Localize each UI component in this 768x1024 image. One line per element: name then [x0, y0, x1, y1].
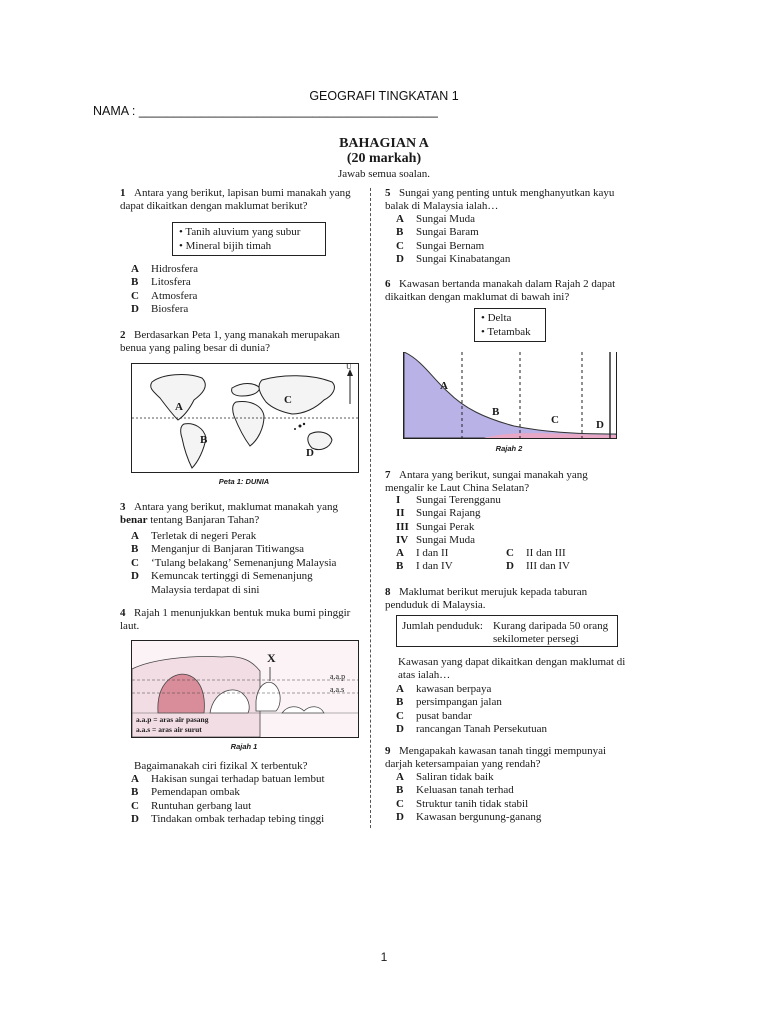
- question-5: [385, 187, 625, 213]
- question-4-stem: Bagaimanakah ciri fizikal X terbentuk?: [134, 760, 308, 772]
- options-q1: [131, 263, 198, 317]
- question-number: 3: [120, 501, 126, 513]
- option-d-continuation: Malaysia terdapat di sini: [151, 583, 260, 596]
- options-q5: [396, 213, 510, 267]
- question-text: Maklumat berikut merujuk kepada taburan penduduk di Malaysia.: [385, 586, 588, 611]
- options-q7-right: [506, 547, 570, 574]
- question-text: Antara yang berikut, sungai manakah yang mengalir ke Laut China Selatan?: [385, 469, 588, 494]
- option-b[interactable]: B I dan IV: [396, 560, 453, 573]
- question-2: [120, 329, 365, 355]
- map-label-b: B: [200, 434, 208, 446]
- option-c[interactable]: C II dan III: [506, 547, 566, 559]
- statement-ii: II Sungai Rajang: [396, 507, 481, 520]
- question-number: 5: [385, 187, 391, 199]
- info-box-q6: [474, 308, 546, 342]
- option-b[interactable]: B persimpangan jalan: [396, 696, 502, 709]
- option-c[interactable]: C pusat bandar: [396, 709, 472, 722]
- section-instruction: Jawab semua soalan.: [338, 168, 430, 180]
- question-number: 6: [385, 278, 391, 290]
- option-c[interactable]: C Struktur tanih tidak stabil: [396, 797, 529, 810]
- question-number: 2: [120, 329, 126, 341]
- option-d[interactable]: D Sungai Kinabatangan: [396, 253, 511, 266]
- option-a[interactable]: A Saliran tidak baik: [396, 771, 494, 783]
- region-label-c: C: [551, 414, 559, 426]
- question-text: Rajah 1 menunjukkan bentuk muka bumi pinggir laut.: [120, 607, 351, 632]
- coastal-diagram: [131, 640, 359, 738]
- option-c[interactable]: C Runtuhan gerbang laut: [131, 799, 252, 812]
- question-number: 7: [385, 469, 391, 481]
- option-a[interactable]: A Hakisan sungai terhadap batuan lembut: [131, 773, 325, 785]
- river-profile-drawing: [404, 352, 616, 438]
- option-d[interactable]: D Kemuncak tertinggi di Semenanjung: [131, 570, 313, 583]
- statement-iii: III Sungai Perak: [396, 520, 475, 533]
- question-9: [385, 745, 625, 771]
- emphasis-text: benar: [120, 514, 148, 526]
- low-tide-label: a.a.s: [330, 685, 345, 694]
- option-c[interactable]: C Atmosfera: [131, 289, 198, 302]
- info-item: • Mineral bijih timah: [179, 240, 272, 252]
- question-7: [385, 469, 625, 495]
- statement-iv: IV Sungai Muda: [396, 534, 475, 547]
- question-number: 4: [120, 607, 126, 619]
- map-label-d: D: [306, 447, 314, 459]
- question-number: 9: [385, 745, 391, 757]
- info-box-q1: [172, 222, 326, 256]
- info-item: • Tanih aluvium yang subur: [179, 226, 301, 238]
- world-map-drawing: [132, 364, 358, 472]
- question-3: 3 Antara yang berikut, maklumat manakah yang benar tentang Banjaran Tahan?: [120, 501, 339, 526]
- option-b[interactable]: B Sungai Baram: [396, 226, 479, 239]
- option-a[interactable]: A Terletak di negeri Perak: [131, 530, 257, 542]
- option-a[interactable]: A I dan II: [396, 547, 449, 559]
- option-b[interactable]: B Keluasan tanah terhad: [396, 784, 514, 797]
- info-box-label: Jumlah penduduk:: [402, 620, 483, 632]
- statements-q7: [396, 494, 501, 548]
- region-label-d: D: [596, 419, 604, 431]
- info-item: • Tetambak: [481, 326, 531, 338]
- info-box-q8: [396, 615, 618, 647]
- region-label-a: A: [440, 380, 448, 392]
- high-tide-label: a.a.p: [330, 672, 346, 681]
- option-b[interactable]: B Pemendapan ombak: [131, 786, 240, 799]
- region-label-b: B: [492, 406, 500, 418]
- option-a[interactable]: A Hidrosfera: [131, 263, 199, 275]
- options-q8: [396, 683, 547, 737]
- option-d[interactable]: D III dan IV: [506, 560, 570, 573]
- options-q4: [131, 773, 325, 827]
- statement-i: I Sungai Terengganu: [396, 494, 501, 506]
- question-text: Berdasarkan Peta 1, yang manakah merupakan benua yang paling besar di dunia?: [120, 329, 340, 354]
- options-q7-left: [396, 547, 453, 574]
- question-8-stem: Kawasan yang dapat dikaitkan dengan maklumat di atas ialah…: [398, 656, 626, 681]
- diagram-caption: Rajah 2: [495, 444, 523, 453]
- question-6: [385, 278, 625, 304]
- option-d[interactable]: D Tindakan ombak terhadap tebing tinggi: [131, 813, 325, 826]
- question-4: [120, 607, 365, 633]
- document-title: GEOGRAFI TINGKATAN 1: [309, 89, 459, 103]
- options-q3: [131, 530, 336, 597]
- question-text: Antara yang berikut, lapisan bumi manakah yang dapat dikaitkan dengan maklumat berikut?: [120, 187, 351, 212]
- legend-high-tide: a.a.p = aras air pasang: [136, 715, 209, 724]
- question-text: Sungai yang penting untuk menghanyutkan kayu balak di Malaysia ialah…: [385, 187, 615, 212]
- info-item: • Delta: [481, 312, 512, 324]
- option-d[interactable]: D Biosfera: [131, 303, 189, 316]
- option-b[interactable]: B Litosfera: [131, 276, 191, 289]
- option-d[interactable]: D Kawasan bergunung-ganang: [396, 811, 542, 824]
- name-field-label: NAMA : ___________________________________________: [93, 104, 438, 118]
- question-8: [385, 586, 625, 612]
- option-b[interactable]: B Menganjur di Banjaran Titiwangsa: [131, 543, 305, 556]
- north-label: U: [346, 362, 352, 371]
- options-q9: [396, 771, 541, 825]
- page-number: 1: [380, 950, 388, 964]
- diagram-caption: Rajah 1: [230, 742, 258, 751]
- section-title: BAHAGIAN A: [339, 136, 429, 151]
- info-box-value-cont: sekilometer persegi: [493, 633, 579, 645]
- option-c[interactable]: C Sungai Bernam: [396, 239, 485, 252]
- question-number: 8: [385, 586, 391, 598]
- world-map: [131, 363, 359, 473]
- question-1: [120, 187, 365, 213]
- option-d[interactable]: D rancangan Tanah Persekutuan: [396, 723, 547, 736]
- question-text: Mengapakah kawasan tanah tinggi mempunyai darjah ketersampaian yang rendah?: [385, 745, 607, 770]
- column-divider: [370, 188, 372, 828]
- option-a[interactable]: A kawasan berpaya: [396, 683, 492, 695]
- info-box-value: Kurang daripada 50 orang: [493, 620, 609, 632]
- map-label-c: C: [284, 394, 292, 406]
- map-label-a: A: [175, 401, 183, 413]
- map-caption: Peta 1: DUNIA: [218, 477, 270, 486]
- legend-low-tide: a.a.s = aras air surut: [136, 725, 202, 734]
- river-profile-diagram: [403, 352, 617, 439]
- option-a[interactable]: A Sungai Muda: [396, 213, 475, 225]
- feature-x-label: X: [267, 651, 276, 665]
- section-marks: (20 markah): [346, 151, 422, 166]
- question-text: Kawasan bertanda manakah dalam Rajah 2 dapat dikaitkan dengan maklumat di bawah ini?: [385, 278, 616, 303]
- option-c[interactable]: C ‘Tulang belakang’ Semenanjung Malaysia: [131, 556, 337, 569]
- question-number: 1: [120, 187, 126, 199]
